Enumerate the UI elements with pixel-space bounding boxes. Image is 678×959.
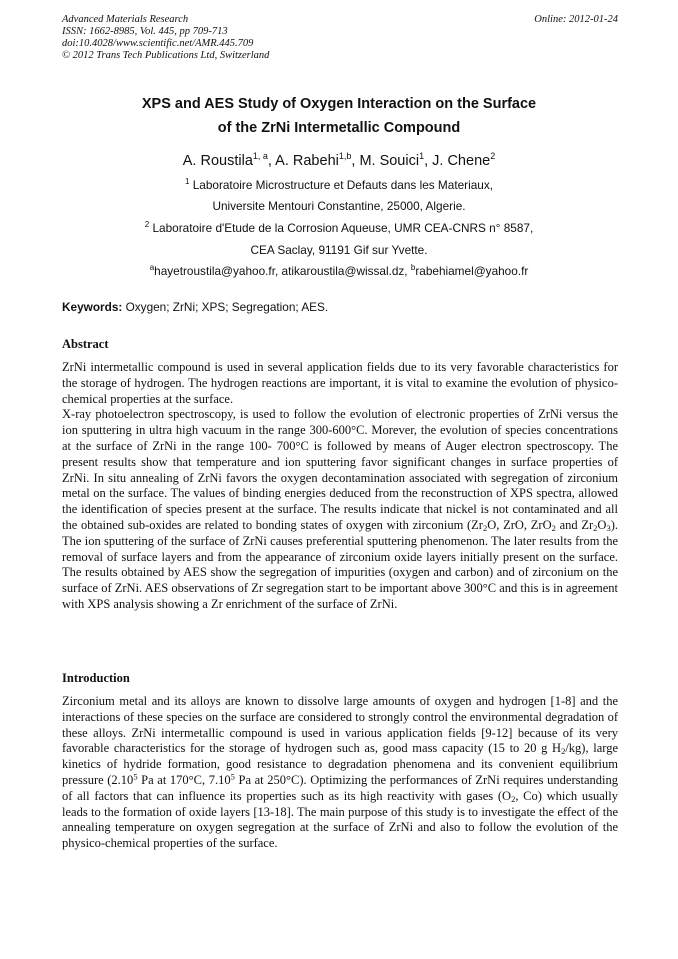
email-address: rabehiamel@yahoo.fr <box>415 264 529 278</box>
affiliation-2-line-2: CEA Saclay, 91191 Gif sur Yvette. <box>250 243 428 257</box>
email-addresses: hayetroustila@yahoo.fr, atikaroustila@wissal.dz, <box>154 264 411 278</box>
superscript: 5 <box>133 771 138 782</box>
keywords-label: Keywords: <box>62 300 123 314</box>
author-separator: , <box>351 153 360 169</box>
affiliation-2-line-1 <box>40 221 638 235</box>
author-affiliation-mark: 1, a <box>252 151 268 161</box>
issn-line: ISSN: 1662-8985, Vol. 445, pp 709-713 <box>62 26 228 37</box>
text-run: /kg), large kinetics of hydride formation, good resistance to degradation phenomena and its convenient equilibrium pressure (2.10 <box>62 741 618 787</box>
online-date: Online: 2012-01-24 <box>534 14 618 25</box>
affiliation-text: Laboratoire d'Etude de la Corrosion Aqueuse, UMR CEA-CNRS n° 8587, <box>152 221 534 235</box>
author-separator: , <box>424 153 433 169</box>
email-line <box>40 264 638 278</box>
email-mark: a <box>149 263 155 272</box>
paper-title-line-2: of the ZrNi Intermetallic Compound <box>217 120 461 136</box>
abstract-paragraph-2 <box>62 407 618 612</box>
author-separator: , <box>267 153 276 169</box>
subscript: 2 <box>561 746 566 757</box>
journal-header <box>62 14 618 62</box>
affiliation-1-line-1 <box>40 178 638 192</box>
text-run: , Co) which usually leads to the formation of oxide layers [13-18]. The main purpose of this study is to investigate the effect of the annealing temperature on oxygen segregation at the surface of ZrNi and also to follow the evolution of the physico-chemical properties of the surface. <box>62 788 618 851</box>
keywords-line <box>62 300 618 314</box>
introduction-heading: Introduction <box>62 671 130 685</box>
author-name: A. Roustila <box>182 153 253 169</box>
author-list <box>40 151 638 171</box>
doi-line: doi:10.4028/www.scientific.net/AMR.445.709 <box>62 38 254 49</box>
subscript: 2 <box>482 523 488 534</box>
author-affiliation-mark: 1,b <box>338 151 352 161</box>
text-run: Pa at 170°C, 7.10 <box>137 772 231 787</box>
keywords-text: Oxygen; ZrNi; XPS; Segregation; AES. <box>122 300 329 314</box>
text-run: Zirconium metal and its alloys are known to dissolve large amounts of oxygen and hydrogen [1-8] and the interactions of these species on the surface are considered to strongly control the environmental degradation of these alloys. ZrNi intermetallic compound is used in various application fields [9-12] because of its very favorable characteristics for the storage of hydrogen such as, good mass capacity (15 to 20 g H <box>62 694 618 756</box>
subscript: 2 <box>593 523 598 534</box>
author-name: A. Rabehi <box>275 153 339 169</box>
affiliation-1-line-2: Universite Mentouri Constantine, 25000, Algerie. <box>212 199 466 213</box>
email-mark: b <box>410 263 416 272</box>
introduction-body <box>62 694 618 852</box>
abstract-body <box>62 360 618 613</box>
author-name: J. Chene <box>432 153 491 169</box>
introduction-paragraph <box>62 694 618 852</box>
author-affiliation-mark: 1 <box>419 151 425 161</box>
affiliation-mark: 1 <box>184 177 190 186</box>
abstract-paragraph-1: ZrNi intermetallic compound is used in several application fields due to its very favorable characteristics for the storage of hydrogen. The hydrogen reactions are important, it is vital to examine the evolution of physico-chemical properties at the surface. <box>62 360 618 406</box>
text-run: and Zr <box>555 517 594 532</box>
journal-name: Advanced Materials Research <box>62 14 189 25</box>
text-run: O, ZrO, ZrO <box>487 517 552 532</box>
text-run: O <box>597 517 607 532</box>
subscript: 2 <box>551 523 556 534</box>
text-run: Pa at 250°C). Optimizing the performances of ZrNi requires understanding of all factors that can influence its properties such as its high reactivity with gases (O <box>62 772 618 803</box>
subscript: 2 <box>511 793 516 804</box>
text-run: ). The ion sputtering of the surface of ZrNi causes preferential sputtering phenomenon. The later results from the removal of surface layers and from the appearance of zirconium oxide layers initially present on the surface. The results obtained by AES show the segregation of impurities (oxygen and carbon) and of zirconium on the surface of ZrNi. AES observations of Zr segregation start to be important above 300°C and this is in agreement with XPS analysis showing a Zr enrichment of the surface of ZrNi. <box>62 517 618 611</box>
superscript: 5 <box>230 771 235 782</box>
affiliation-text: Laboratoire Microstructure et Defauts dans les Materiaux, <box>192 178 494 192</box>
author-name: M. Souici <box>359 153 420 169</box>
paper-title-line-1: XPS and AES Study of Oxygen Interaction on the Surface <box>141 96 537 112</box>
affiliation-mark: 2 <box>144 220 150 229</box>
subscript: 3 <box>606 523 611 534</box>
author-affiliation-mark: 2 <box>490 151 496 161</box>
copyright-line: © 2012 Trans Tech Publications Ltd, Switzerland <box>62 50 270 61</box>
text-run: X-ray photoelectron spectroscopy, is used to follow the evolution of electronic properties of ZrNi versus the ion sputtering in ultra high vacuum in the range 300-600°C. Morever, the evolution of species concentrations at the surface of ZrNi in the range 100- 700°C is followed by means of Auger electron spectroscopy. The present results show that temperature and ion sputtering favor significant changes in surface properties of ZrNi. In situ annealing of ZrNi favors the oxygen decontamination associated with segregation of zirconium metal on the surface. The values of binding energies deduced from the reconstruction of XPS spectra, allowed the identification of species present at the surface. The results indicate that nickel is not contaminated and all the obtained sub-oxides are related to bonding states of oxygen with zirconium (Zr <box>62 407 618 532</box>
abstract-heading: Abstract <box>62 337 109 351</box>
